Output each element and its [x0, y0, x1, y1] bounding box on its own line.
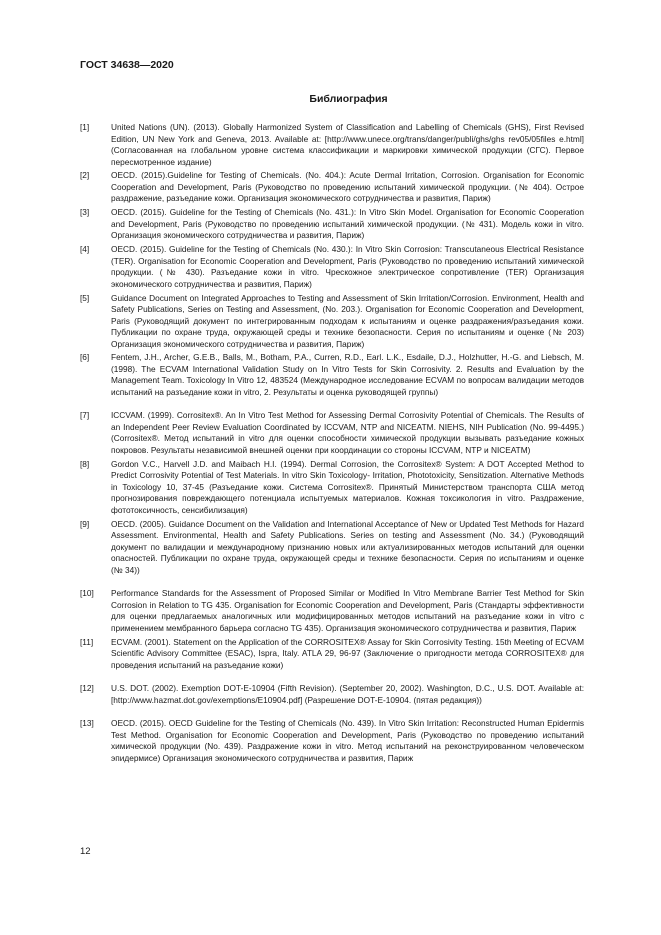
reference-number: [5]	[80, 292, 90, 303]
reference-item	[80, 718, 584, 764]
reference-text: OECD. (2015). OECD Guideline for the Testing of Chemicals (No. 439). In Vitro Skin Irritation: Reconstructed Human Epidermis Test Method. Organisation for Economic Cooperation and Development, Paris (Руководство по проведению испытаний химической продукции (No. 439). Раздражение кожи in vitro. Метод испытаний на реконструированном человеческом эпидермисе) Организация экономического сотрудничества и развития, Париж	[111, 718, 584, 763]
reference-item	[80, 207, 584, 242]
reference-item	[80, 170, 584, 205]
document-code-header: ГОСТ 34638—2020	[80, 59, 174, 71]
reference-text: Fentem, J.H., Archer, G.E.B., Balls, M., Botham, P.A., Curren, R.D., Earl. L.K., Esdaile, D.J., Holzhutter, H.-G. and Liebsch, M. (1998). The ECVAM International Validation Study on In Vitro Tests for Skin Corrosivity. 2. Results and Evaluation by the Management Team. Toxicology In Vitro 12, 483524 (Международное исследование ECVAM по вопросам валидации методов испытаний на разъедание кожи in vitro, 2. Результаты и оценка руководящей группы)	[111, 352, 584, 397]
reference-item	[80, 352, 584, 398]
bibliography-title: Библиография	[309, 93, 388, 105]
reference-item	[80, 293, 584, 351]
reference-number: [3]	[80, 207, 90, 218]
reference-number: [13]	[80, 718, 94, 729]
reference-number: [12]	[80, 683, 94, 694]
reference-item	[80, 459, 584, 517]
reference-number: [2]	[80, 170, 90, 181]
reference-number: [10]	[80, 588, 94, 599]
reference-text: United Nations (UN). (2013). Globally Harmonized System of Classification and Labelling of Chemicals (GHS), First Revised Edition, UN New York and Geneva, 2013. Available at: [http://www.unece.org/trans/danger/publi/ghs/ghs rev05/05files e.html] (Согласованная на глобальном уровне система классификации и маркировки химической продукции (СГС). Первое пересмотренное издание)	[111, 122, 584, 167]
bibliography-list	[80, 122, 584, 767]
reference-item	[80, 588, 584, 634]
reference-number: [9]	[80, 518, 90, 529]
reference-item	[80, 637, 584, 672]
reference-item	[80, 122, 584, 168]
reference-item	[80, 519, 584, 577]
reference-number: [1]	[80, 122, 90, 132]
reference-item	[80, 683, 584, 706]
reference-text: OECD. (2015). Guideline for the Testing of Chemicals (No. 431.): In Vitro Skin Model. Organisation for Economic Cooperation and Development, Paris (Руководство по проведению испытаний химической продукции. (№ 431). Модель кожи in vitro. Организация экономического сотрудничества и развития, Париж)	[111, 207, 584, 241]
reference-number: [11]	[80, 636, 94, 647]
reference-text: Guidance Document on Integrated Approaches to Testing and Assessment of Skin Irritation/Corrosion. Environment, Health and Safety Publications, Series on Testing and Assessment, (No. 203.). Organisation for Economic Cooperation and Development, Paris (Руководящий документ по интегрированным подходам к испытаниям и оценке раздражения/разъедания кожи. Публикации по охране труда, окружающей среды и технике безопасности. Серия по испытаниям и оценке (№ 203) Организация экономического сотрудничества и развития, Париж)	[111, 292, 584, 349]
reference-number: [8]	[80, 458, 90, 469]
reference-text: Gordon V.C., Harvell J.D. and Maibach H.I. (1994). Dermal Corrosion, the Corrositex® System: A DOT Accepted Method to Predict Corrosivity Potential of Test Materials. In vitro Skin Toxicology- Irritation, Phototoxicity, Sensitization. Alternative Methods in Toxicology 10, 37-45 (Разъедание кожи. Система Corrositex®. Принятый Министерством транспорта США метод прогнозирования повреждающего потенциала испытуемых материалов. Кожная токсикология in vitro. Раздражение, фототоксичность, сенсибилизация)	[111, 458, 584, 515]
reference-text: ECVAM. (2001). Statement on the Application of the CORROSITEX® Assay for Skin Corrosivity Testing. 15th Meeting of ECVAM Scientific Advisory Committee (ESAC), Ispra, Italy. ATLA 29, 96-97 (Заключение о пригодности метода CORROSITEX® для проведения испытаний на разъедание кожи)	[111, 636, 584, 670]
reference-text: OECD. (2015). Guideline for the Testing of Chemicals (No. 430.): In Vitro Skin Corrosion: Transcutaneous Electrical Resistance (TER). Organisation for Economic Cooperation and Development, Paris (Руководство по проведению испытаний химической продукции. (№ 430). Разъедание кожи in vitro. Чрескожное электрическое сопротивление (TER) Организация экономического сотрудничества и развития, Париж)	[111, 244, 584, 289]
reference-text: ICCVAM. (1999). Corrositex®. An In Vitro Test Method for Assessing Dermal Corrosivity Potential of Chemicals. The Results of an Independent Peer Review Evaluation Coordinated by ICCVAM, NTP and NICEATM. NIEHS, NIH Publication (No. 99-4495.) (Corrositex®. Метод испытаний in vitro для оценки способности химической продукции вызывать разъедание кожных покровов. Результаты независимой внешней оценки при координации со стороны ICCVAM, NTP и NICEATM)	[111, 410, 584, 455]
page-number: 12	[80, 846, 91, 857]
reference-number: [4]	[80, 244, 90, 255]
reference-item	[80, 410, 584, 456]
reference-number: [6]	[80, 352, 90, 363]
reference-text: OECD. (2005). Guidance Document on the Validation and International Acceptance of New or Updated Test Methods for Hazard Assessment. Environmental, Health and Safety Publications. Series on testing and Assessment (No. 34.) (Руководящий документ по валидации и международному признанию новых или актуализированных методов испытаний для оценки опасностей. Публикации по охране труда, окружающей среды и технике безопасности. Серия по испытаниям и оценке (№ 34))	[111, 518, 584, 575]
reference-text: OECD. (2015).Guideline for Testing of Chemicals. (No. 404.): Acute Dermal Irritation, Corrosion. Organisation for Economic Cooperation and Development, Paris (Руководство по проведению испытаний химической продукции. (№ 404). Острое раздражение, разъедание кожи. Организация экономического сотрудничества и развития, Париж)	[111, 170, 584, 204]
reference-item	[80, 244, 584, 290]
reference-text: Performance Standards for the Assessment of Proposed Similar or Modified In Vitro Membrane Barrier Test Method for Skin Corrosion in Relation to TG 435. Organisation for Economic Cooperation and Development, Paris (Стандарты эффективности для оценки предлагаемых аналогичных или модифицированных методов испытаний на разъедание кожи in vitro с применением мембранного барьера согласно TG 435). Организация экономического сотрудничества и развития, Париж	[111, 588, 584, 633]
reference-number: [7]	[80, 410, 90, 421]
reference-text: U.S. DOT. (2002). Exemption DOT-E-10904 (Fifth Revision). (September 20, 2002). Washington, D.C., U.S. DOT. Available at: [http://www.hazmat.dot.gov/exemptions/E10904.pdf] (Разрешение DOT-E-10904. (пятая редакция))	[111, 683, 584, 705]
